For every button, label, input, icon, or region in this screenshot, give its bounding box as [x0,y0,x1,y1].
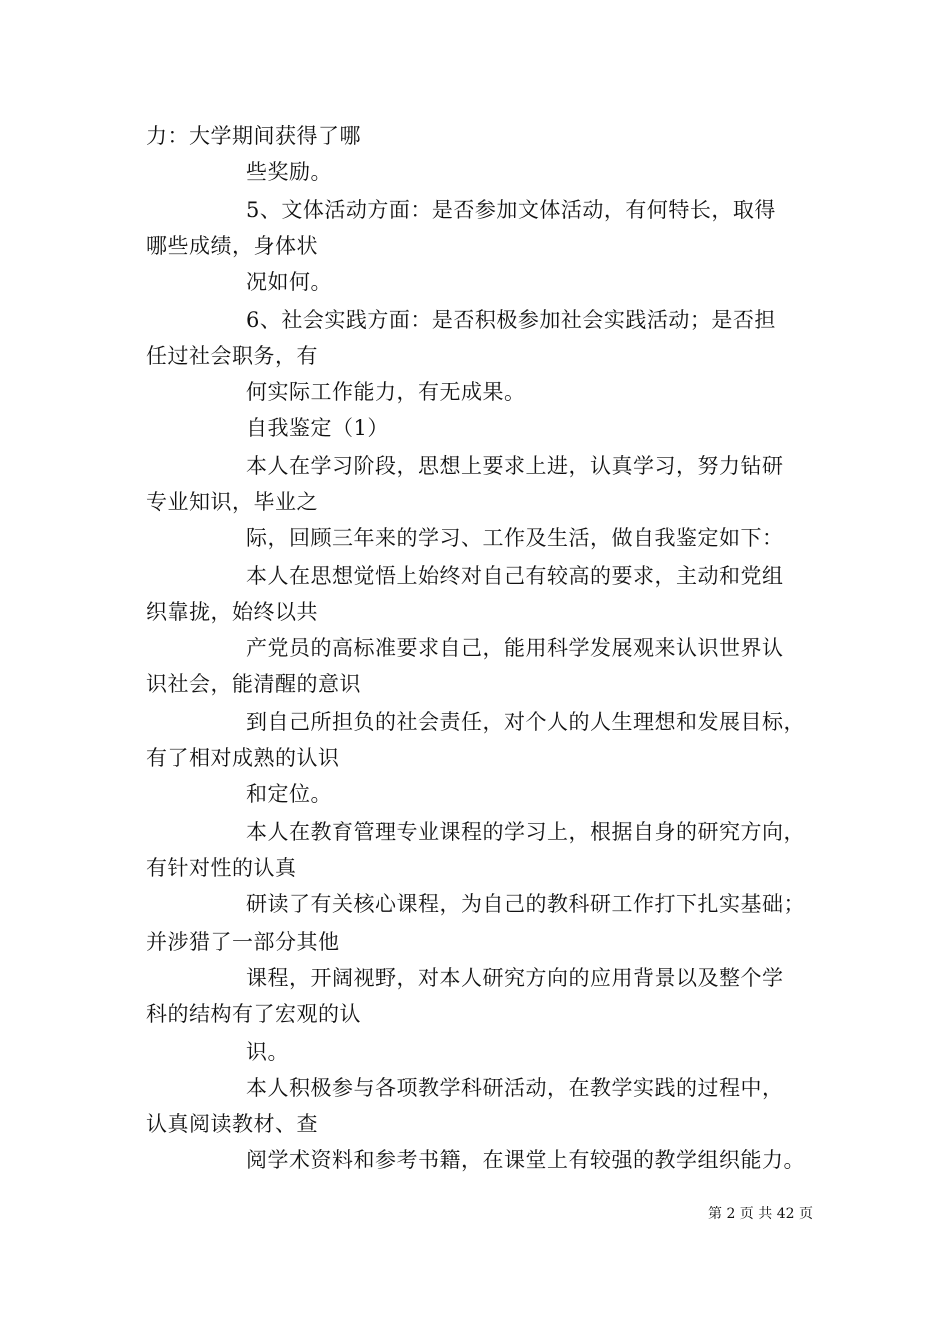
text-line: 阅学术资料和参考书籍，在课堂上有较强的教学组织能力。 [246,1148,805,1172]
text-line: 任过社会职务，有 [146,344,318,368]
text-line: 产党员的高标准要求自己，能用科学发展观来认识世界认 [246,636,784,660]
text-line: 本人在学习阶段，思想上要求上进，认真学习，努力钻研 [246,454,784,478]
text-line: 和定位。 [246,782,332,806]
text-line: 有了相对成熟的认识 [146,746,340,770]
text-line: 专业知识，毕业之 [146,490,318,514]
text-line: 际，回顾三年来的学习、工作及生活，做自我鉴定如下： [246,526,784,550]
text-line: 科的结构有了宏观的认 [146,1002,361,1026]
section-heading: 自我鉴定（1） [246,416,389,440]
text-line: 认真阅读教材、查 [146,1112,318,1136]
text-line: 何实际工作能力，有无成果。 [246,380,526,404]
text-line: 识社会，能清醒的意识 [146,672,361,696]
text-line: 课程，开阔视野，对本人研究方向的应用背景以及整个学 [246,966,784,990]
text-line: 力：大学期间获得了哪 [146,124,361,148]
text-line: 本人积极参与各项教学科研活动，在教学实践的过程中， [246,1076,784,1100]
page-number-footer: 第 2 页 共 42 页 [708,1206,813,1222]
text-line: 本人在教育管理专业课程的学习上，根据自身的研究方向， [246,820,805,844]
text-line: 6、社会实践方面：是否积极参加社会实践活动；是否担 [246,308,776,332]
text-line: 本人在思想觉悟上始终对自己有较高的要求，主动和党组 [246,564,784,588]
text-line: 况如何。 [246,270,332,294]
text-line: 研读了有关核心课程，为自己的教科研工作打下扎实基础； [246,892,805,916]
text-line: 织靠拢，始终以共 [146,600,318,624]
text-line: 5、文体活动方面：是否参加文体活动，有何特长，取得 [246,198,776,222]
text-line: 哪些成绩，身体状 [146,234,318,258]
text-line: 识。 [246,1040,289,1064]
text-line: 并涉猎了一部分其他 [146,930,340,954]
text-line: 些奖励。 [246,160,332,184]
text-line: 到自己所担负的社会责任，对个人的人生理想和发展目标， [246,710,805,734]
text-line: 有针对性的认真 [146,856,297,880]
